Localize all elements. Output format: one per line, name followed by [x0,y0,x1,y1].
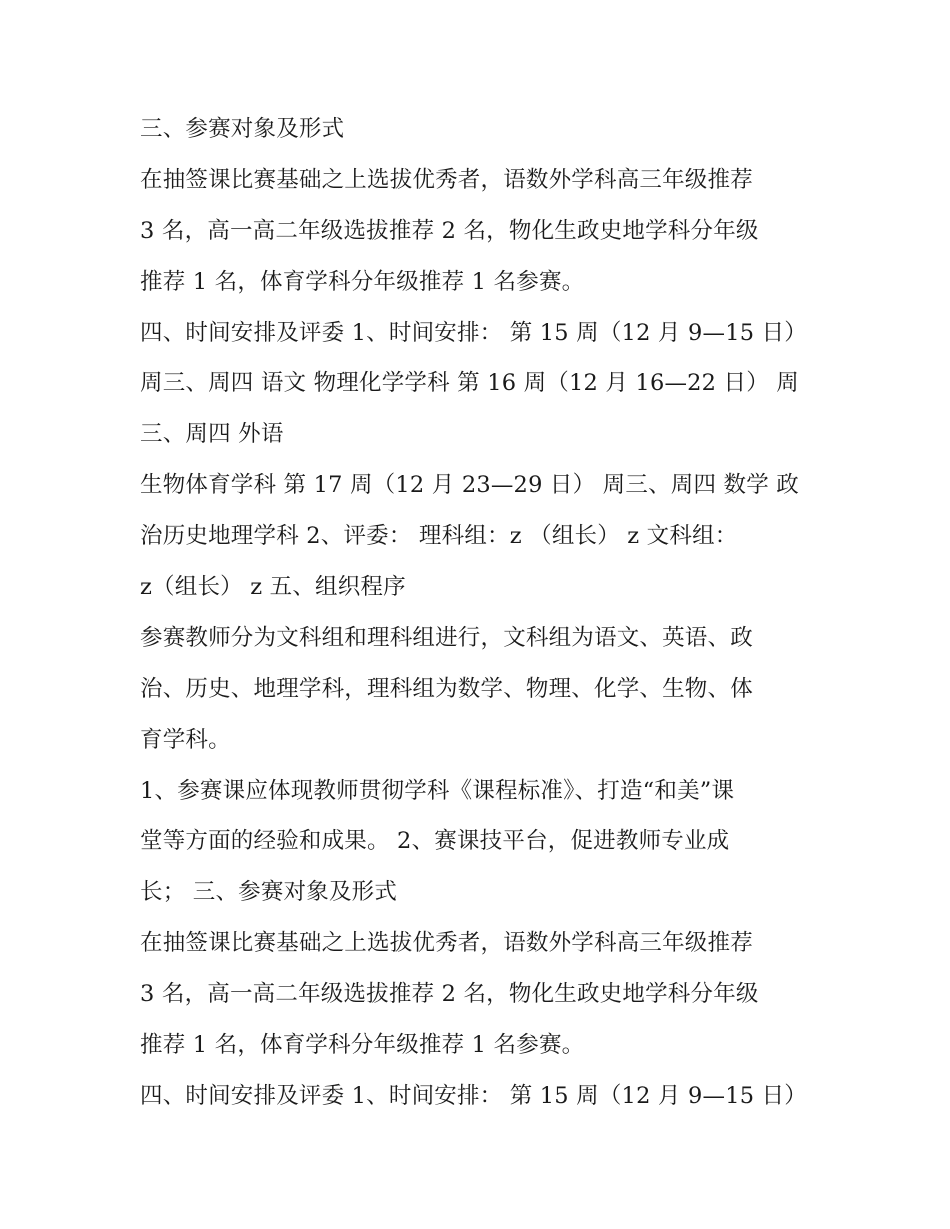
text-line: 推荐 1 名，体育学科分年级推荐 1 名参赛。 [140,268,585,295]
text-line: 治历史地理学科 2、评委： 理科组：z （组长） z 文科组： [140,523,738,550]
text-line: 三、周四 外语 [140,421,284,448]
text-line: 三、参赛对象及形式 [140,116,345,142]
text-line: 周三、周四 语文 物理化学学科 第 16 周（12 月 16—22 日） 周 [140,370,799,397]
text-line: z（组长） z 五、组织程序 [140,574,406,601]
text-line: 在抽签课比赛基础之上选拔优秀者，语数外学科高三年级推荐 [140,930,753,957]
text-line: 3 名，高一高二年级选拔推荐 2 名，物化生政史地学科分年级 [140,981,759,1008]
text-line: 生物体育学科 第 17 周（12 月 23—29 日） 周三、周四 数学 政 [140,472,799,499]
text-line: 治、历史、地理学科，理科组为数学、物理、化学、生物、体 [140,675,753,702]
text-line: 育学科。 [140,726,231,753]
text-line: 1、参赛课应体现教师贯彻学科《课程标准》、打造“和美”课 [140,777,735,804]
text-line: 长； 三、参赛对象及形式 [140,879,398,906]
text-line: 四、时间安排及评委 1、时间安排： 第 15 周（12 月 9—15 日） [140,1082,807,1109]
text-line: 在抽签课比赛基础之上选拔优秀者，语数外学科高三年级推荐 [140,166,753,193]
text-line: 四、时间安排及评委 1、时间安排： 第 15 周（12 月 9—15 日） [140,319,807,346]
text-line: 推荐 1 名，体育学科分年级推荐 1 名参赛。 [140,1032,585,1059]
text-line: 3 名，高一高二年级选拔推荐 2 名，物化生政史地学科分年级 [140,217,759,244]
text-line: 参赛教师分为文科组和理科组进行，文科组为语文、英语、政 [140,624,753,651]
text-line: 堂等方面的经验和成果。 2、赛课技平台，促进教师专业成 [140,828,730,855]
document-body [140,104,830,1122]
